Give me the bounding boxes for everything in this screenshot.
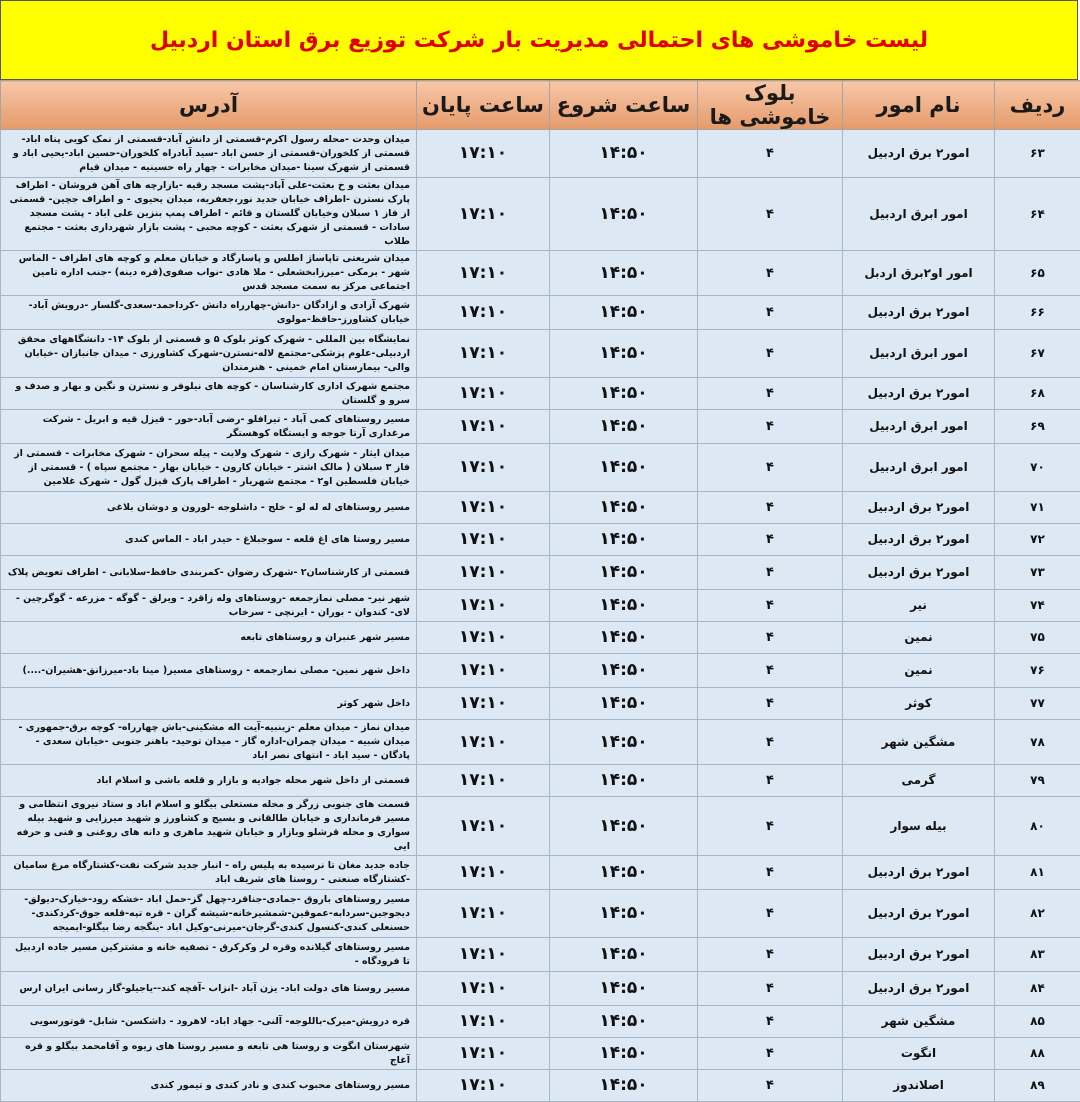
- address-cell: میدان ایثار - شهرک رازی - شهرک ولایت - پیله سحران - شهرک مخابرات - قسمتی از فاز ۳ سبلان ( مالک اشتر - خیابان کارون - خیابان بهار - مجتمع سپاه ) - قسمتی از خیابان فلسطین او۲ - مجتمع شهریار - اطراف پارک قیزل گول - شهرک غلامین: [1, 444, 417, 492]
- table-row: [1, 178, 1080, 251]
- outage-table: [0, 80, 1080, 1102]
- header-start-time: ساعت شروع: [550, 81, 698, 130]
- outage-block-cell: ۴: [698, 1070, 843, 1102]
- outage-block-cell: ۴: [698, 720, 843, 765]
- end-time-cell: ۱۷:۱۰: [417, 1070, 550, 1102]
- outage-block-cell: ۴: [698, 178, 843, 251]
- address-cell: قسمتی از داخل شهر محله جوادیه و بازار و قلعه باشی و اسلام اباد: [1, 765, 417, 797]
- end-time-cell: ۱۷:۱۰: [417, 410, 550, 444]
- outage-block-cell: ۴: [698, 890, 843, 938]
- row-number-cell: ۷۲: [995, 524, 1080, 556]
- address-cell: قره درویش-میرک-باللوجه- آلنی- جهاد اباد- لاهرود - داشکسن- شابل- قوتورسویی: [1, 1006, 417, 1038]
- outage-block-cell: ۴: [698, 688, 843, 720]
- address-cell: نمایشگاه بین المللی - شهرک کوثر بلوک ۵ و قسمتی از بلوک ۱۴- دانشگاههای محقق اردبیلی-علوم پزشکی-مجتمع لاله-نسترن-شهرک کشاورزی - میدان جانبازان -خیابان والی- بیمارستان امام خمینی - هنرمندان: [1, 330, 417, 378]
- start-time-cell: ۱۴:۵۰: [550, 178, 698, 251]
- start-time-cell: ۱۴:۵۰: [550, 130, 698, 178]
- office-name-cell: مشگین شهر: [843, 1006, 995, 1038]
- page-title: لیست خاموشی های احتمالی مدیریت بار شرکت توزیع برق استان اردبیل: [150, 28, 928, 53]
- office-name-cell: گرمی: [843, 765, 995, 797]
- office-name-cell: انگوت: [843, 1038, 995, 1070]
- start-time-cell: ۱۴:۵۰: [550, 1038, 698, 1070]
- outage-block-cell: ۴: [698, 856, 843, 890]
- end-time-cell: ۱۷:۱۰: [417, 720, 550, 765]
- outage-block-cell: ۴: [698, 972, 843, 1006]
- table-row: [1, 856, 1080, 890]
- row-number-cell: ۷۵: [995, 622, 1080, 654]
- header-outage-block: بلوک خاموشی ها: [698, 81, 843, 130]
- office-name-cell: امور۲ برق اردبیل: [843, 296, 995, 330]
- end-time-cell: ۱۷:۱۰: [417, 622, 550, 654]
- office-name-cell: نمین: [843, 622, 995, 654]
- outage-block-cell: ۴: [698, 410, 843, 444]
- start-time-cell: ۱۴:۵۰: [550, 492, 698, 524]
- outage-block-cell: ۴: [698, 938, 843, 972]
- outage-block-cell: ۴: [698, 797, 843, 856]
- row-number-cell: ۶۶: [995, 296, 1080, 330]
- office-name-cell: امور۲ برق اردبیل: [843, 524, 995, 556]
- address-cell: قسمتی از کارشناسان۲ -شهرک رضوان -کمربندی حافظ-سلابانی - اطراف تعویض پلاک: [1, 556, 417, 590]
- outage-block-cell: ۴: [698, 378, 843, 410]
- table-header-row: [1, 81, 1080, 130]
- end-time-cell: ۱۷:۱۰: [417, 556, 550, 590]
- header-office-name: نام امور: [843, 81, 995, 130]
- end-time-cell: ۱۷:۱۰: [417, 890, 550, 938]
- end-time-cell: ۱۷:۱۰: [417, 654, 550, 688]
- end-time-cell: ۱۷:۱۰: [417, 590, 550, 622]
- outage-block-cell: ۴: [698, 130, 843, 178]
- start-time-cell: ۱۴:۵۰: [550, 890, 698, 938]
- outage-block-cell: ۴: [698, 296, 843, 330]
- office-name-cell: مشگین شهر: [843, 720, 995, 765]
- outage-block-cell: ۴: [698, 492, 843, 524]
- table-row: [1, 251, 1080, 296]
- address-cell: مجتمع شهرک اداری کارشناسان - کوچه های نیلوفر و نسترن و نگین و بهار و صدف و سرو و گلستان: [1, 378, 417, 410]
- address-cell: میدان نماز - میدان معلم -زینبیه-آیت اله مشکینی-باش چهارراه- کوچه برق-جمهوری - میدان شبیه - میدان چمران-اداره گاز - میدان توحید- باهنر جنوبی -خیابان سعدی - پادگان - سید اباد - انتهای نصر اباد: [1, 720, 417, 765]
- office-name-cell: امور۲ برق اردبیل: [843, 378, 995, 410]
- row-number-cell: ۷۳: [995, 556, 1080, 590]
- start-time-cell: ۱۴:۵۰: [550, 688, 698, 720]
- row-number-cell: ۶۷: [995, 330, 1080, 378]
- address-cell: شهرستان انگوت و روستا هی تابعه و مسیر روستا های زیوه و آقامحمد بیگلو و قره آغاج: [1, 1038, 417, 1070]
- table-row: [1, 524, 1080, 556]
- row-number-cell: ۶۵: [995, 251, 1080, 296]
- header-end-time: ساعت پایان: [417, 81, 550, 130]
- row-number-cell: ۷۸: [995, 720, 1080, 765]
- office-name-cell: امور۲ برق اردبیل: [843, 556, 995, 590]
- office-name-cell: امور ابرق اردبیل: [843, 178, 995, 251]
- row-number-cell: ۸۲: [995, 890, 1080, 938]
- address-cell: مسیر روستاهای له له لو - خلج - داشلوجه -لورون و دوشان بلاغی: [1, 492, 417, 524]
- table-row: [1, 1006, 1080, 1038]
- end-time-cell: ۱۷:۱۰: [417, 251, 550, 296]
- start-time-cell: ۱۴:۵۰: [550, 556, 698, 590]
- start-time-cell: ۱۴:۵۰: [550, 797, 698, 856]
- end-time-cell: ۱۷:۱۰: [417, 378, 550, 410]
- office-name-cell: امور۲ برق اردبیل: [843, 890, 995, 938]
- outage-block-cell: ۴: [698, 444, 843, 492]
- address-cell: داخل شهر نمین- مصلی نمازجمعه - روستاهای مسیر( مینا باد-میرزانق-هشیران-....): [1, 654, 417, 688]
- end-time-cell: ۱۷:۱۰: [417, 130, 550, 178]
- address-cell: مسیر روستاهای کمی آباد - تیرافلو -رضی آباد-حور - قیزل قیه و ابریل - شرکت مرغداری آرتا جوجه و ایستگاه کوهستگر: [1, 410, 417, 444]
- table-row: [1, 765, 1080, 797]
- start-time-cell: ۱۴:۵۰: [550, 765, 698, 797]
- address-cell: مسیر شهر عنبران و روستاهای تابعه: [1, 622, 417, 654]
- outage-block-cell: ۴: [698, 622, 843, 654]
- table-row: [1, 492, 1080, 524]
- end-time-cell: ۱۷:۱۰: [417, 1006, 550, 1038]
- table-row: [1, 938, 1080, 972]
- page-title-bar: [0, 0, 1078, 80]
- start-time-cell: ۱۴:۵۰: [550, 938, 698, 972]
- outage-block-cell: ۴: [698, 330, 843, 378]
- table-row: [1, 296, 1080, 330]
- address-cell: مسیر روستاهای گیلانده وقره لر وکرکرق - تصفیه خانه و مشترکین مسیر جاده اردبیل تا فرودگاه -: [1, 938, 417, 972]
- address-cell: داخل شهر کوثر: [1, 688, 417, 720]
- row-number-cell: ۷۱: [995, 492, 1080, 524]
- office-name-cell: امور او۲برق اردبل: [843, 251, 995, 296]
- office-name-cell: امور۲ برق اردبیل: [843, 938, 995, 972]
- table-row: [1, 797, 1080, 856]
- office-name-cell: اصلاندوز: [843, 1070, 995, 1102]
- table-row: [1, 556, 1080, 590]
- table-row: [1, 410, 1080, 444]
- start-time-cell: ۱۴:۵۰: [550, 720, 698, 765]
- row-number-cell: ۷۹: [995, 765, 1080, 797]
- address-cell: مسیر روستاهای محبوب کندی و نادر کندی و تیمور کندی: [1, 1070, 417, 1102]
- row-number-cell: ۸۸: [995, 1038, 1080, 1070]
- start-time-cell: ۱۴:۵۰: [550, 378, 698, 410]
- end-time-cell: ۱۷:۱۰: [417, 296, 550, 330]
- table-body: [1, 130, 1080, 1102]
- start-time-cell: ۱۴:۵۰: [550, 1070, 698, 1102]
- row-number-cell: ۶۴: [995, 178, 1080, 251]
- outage-block-cell: ۴: [698, 251, 843, 296]
- header-row-number: ردیف: [995, 81, 1080, 130]
- table-row: [1, 444, 1080, 492]
- table-row: [1, 130, 1080, 178]
- table-row: [1, 890, 1080, 938]
- end-time-cell: ۱۷:۱۰: [417, 797, 550, 856]
- row-number-cell: ۷۴: [995, 590, 1080, 622]
- table-row: [1, 720, 1080, 765]
- address-cell: میدان وحدت -محله رسول اکرم-قسمتی از دانش آباد-قسمتی از نمک کویی پناه اباد-قسمتی از کلخوران-قسمتی از حسن اباد -سید آبادراه کلخوران-حسین اباد-یحیی اباد و قسمتی از شهرک سینا -میدان مخابرات - چهار راه حسینیه - میدان قیام: [1, 130, 417, 178]
- end-time-cell: ۱۷:۱۰: [417, 178, 550, 251]
- office-name-cell: امور ابرق اردبیل: [843, 444, 995, 492]
- row-number-cell: ۸۹: [995, 1070, 1080, 1102]
- start-time-cell: ۱۴:۵۰: [550, 972, 698, 1006]
- table-row: [1, 378, 1080, 410]
- outage-block-cell: ۴: [698, 556, 843, 590]
- table-row: [1, 330, 1080, 378]
- end-time-cell: ۱۷:۱۰: [417, 444, 550, 492]
- end-time-cell: ۱۷:۱۰: [417, 330, 550, 378]
- table-row: [1, 688, 1080, 720]
- address-cell: جاده جدید مغان تا نرسیده به پلیس راه - انبار جدید شرکت نفت-کشتارگاه مرغ سامیان -کشتارگاه صنعتی - روستا های شریف اباد: [1, 856, 417, 890]
- start-time-cell: ۱۴:۵۰: [550, 654, 698, 688]
- start-time-cell: ۱۴:۵۰: [550, 410, 698, 444]
- address-cell: قسمت های جنوبی زرگر و محله مستعلی بیگلو و اسلام اباد و ستاد نیروی انتظامی و مسیر فرمانداری و خیابان طالقانی و بسیج و کشاورز و شهید میرزایی و شهید بیله سواری و محله قرشلو وبازار و خیابان شهید ماهری و دانه های روغنی و فنی و حرفه ایی: [1, 797, 417, 856]
- row-number-cell: ۸۴: [995, 972, 1080, 1006]
- end-time-cell: ۱۷:۱۰: [417, 524, 550, 556]
- address-cell: مسیر روستا های اغ قلعه - سوجبلاغ - حیدر اباد - الماس کندی: [1, 524, 417, 556]
- start-time-cell: ۱۴:۵۰: [550, 590, 698, 622]
- office-name-cell: امور ابرق اردبیل: [843, 330, 995, 378]
- office-name-cell: نیر: [843, 590, 995, 622]
- row-number-cell: ۶۹: [995, 410, 1080, 444]
- row-number-cell: ۸۳: [995, 938, 1080, 972]
- address-cell: شهر نیر- مصلی نمازجمعه -روستاهای وله زاقرد - ویرلق - گوگه - مزرعه - گوگرچین - لای- کندوان - بوران - ایرنچی - سرخاب: [1, 590, 417, 622]
- end-time-cell: ۱۷:۱۰: [417, 972, 550, 1006]
- row-number-cell: ۷۰: [995, 444, 1080, 492]
- table-row: [1, 1038, 1080, 1070]
- office-name-cell: نمین: [843, 654, 995, 688]
- end-time-cell: ۱۷:۱۰: [417, 492, 550, 524]
- address-cell: میدان بعثت و خ بعثت-علی آباد-پشت مسجد رقیه -بازارچه های آهن فروشان - اطراف پارک نسترن -اطراف خیابان جدید نور،جعفریه، میدان یحیوی - و اطراف جچین- قسمتی از فاز ۱ سبلان وخیابان گلستان و قائم - اطراف پمپ بنزین علی اباد - پشت مسجد سادات - قسمتی از شهرک بعثت - کوچه محبی - پشت بازار شهرداری بعثت - مجتمع طلاب: [1, 178, 417, 251]
- office-name-cell: بیله سوار: [843, 797, 995, 856]
- header-address: آدرس: [1, 81, 417, 130]
- start-time-cell: ۱۴:۵۰: [550, 330, 698, 378]
- start-time-cell: ۱۴:۵۰: [550, 444, 698, 492]
- address-cell: مسیر روستا های دولت اباد- یزن آباد -انزاب -آقچه کند--یاجیلو-گاز رسانی ایران ارس: [1, 972, 417, 1006]
- outage-block-cell: ۴: [698, 590, 843, 622]
- office-name-cell: امور۲ برق اردبیل: [843, 856, 995, 890]
- table-row: [1, 972, 1080, 1006]
- start-time-cell: ۱۴:۵۰: [550, 296, 698, 330]
- row-number-cell: ۸۵: [995, 1006, 1080, 1038]
- office-name-cell: امور۲ برق اردبیل: [843, 130, 995, 178]
- office-name-cell: کوثر: [843, 688, 995, 720]
- row-number-cell: ۷۷: [995, 688, 1080, 720]
- end-time-cell: ۱۷:۱۰: [417, 1038, 550, 1070]
- end-time-cell: ۱۷:۱۰: [417, 688, 550, 720]
- start-time-cell: ۱۴:۵۰: [550, 251, 698, 296]
- outage-block-cell: ۴: [698, 1038, 843, 1070]
- end-time-cell: ۱۷:۱۰: [417, 765, 550, 797]
- address-cell: مسیر روستاهای باروق -جمادی-جناقرد-چهل گز-حمل اباد -خشکه رود-خیارک-دیولق-دیجوجین-سردابه-عموقین-شمشیرخانه-شیشه گران - قره تپه-قلعه جوق-کردکندی-حسنعلی کندی-کنسول کندی-گرجان-میرنی-وکیل اباد -ینگجه رضا بیگلو-ایمیجه: [1, 890, 417, 938]
- end-time-cell: ۱۷:۱۰: [417, 938, 550, 972]
- row-number-cell: ۷۶: [995, 654, 1080, 688]
- start-time-cell: ۱۴:۵۰: [550, 1006, 698, 1038]
- address-cell: شهرک آزادی و ازادگان -دانش-چهارراه دانش -کرداحمد-سعدی-گلسار -درویش آباد-خیابان کشاورز-حافظ-مولوی: [1, 296, 417, 330]
- end-time-cell: ۱۷:۱۰: [417, 856, 550, 890]
- table-row: [1, 590, 1080, 622]
- row-number-cell: ۸۱: [995, 856, 1080, 890]
- start-time-cell: ۱۴:۵۰: [550, 524, 698, 556]
- row-number-cell: ۸۰: [995, 797, 1080, 856]
- office-name-cell: امور۲ برق اردبیل: [843, 492, 995, 524]
- outage-block-cell: ۴: [698, 524, 843, 556]
- row-number-cell: ۶۳: [995, 130, 1080, 178]
- office-name-cell: امور ابرق اردبیل: [843, 410, 995, 444]
- row-number-cell: ۶۸: [995, 378, 1080, 410]
- outage-block-cell: ۴: [698, 654, 843, 688]
- office-name-cell: امور۲ برق اردبیل: [843, 972, 995, 1006]
- start-time-cell: ۱۴:۵۰: [550, 856, 698, 890]
- address-cell: میدان شریعتی تاپاساژ اطلس و پاسارگاد و خیابان معلم و کوچه های اطراف - الماس شهر - برمکی -میرزابخشعلی - ملا هادی -نواب صفوی(قره دینه) -جنب اداره تامین اجتماعی مرکز به سمت مسجد قدس: [1, 251, 417, 296]
- outage-block-cell: ۴: [698, 765, 843, 797]
- table-row: [1, 622, 1080, 654]
- table-row: [1, 1070, 1080, 1102]
- outage-block-cell: ۴: [698, 1006, 843, 1038]
- start-time-cell: ۱۴:۵۰: [550, 622, 698, 654]
- table-row: [1, 654, 1080, 688]
